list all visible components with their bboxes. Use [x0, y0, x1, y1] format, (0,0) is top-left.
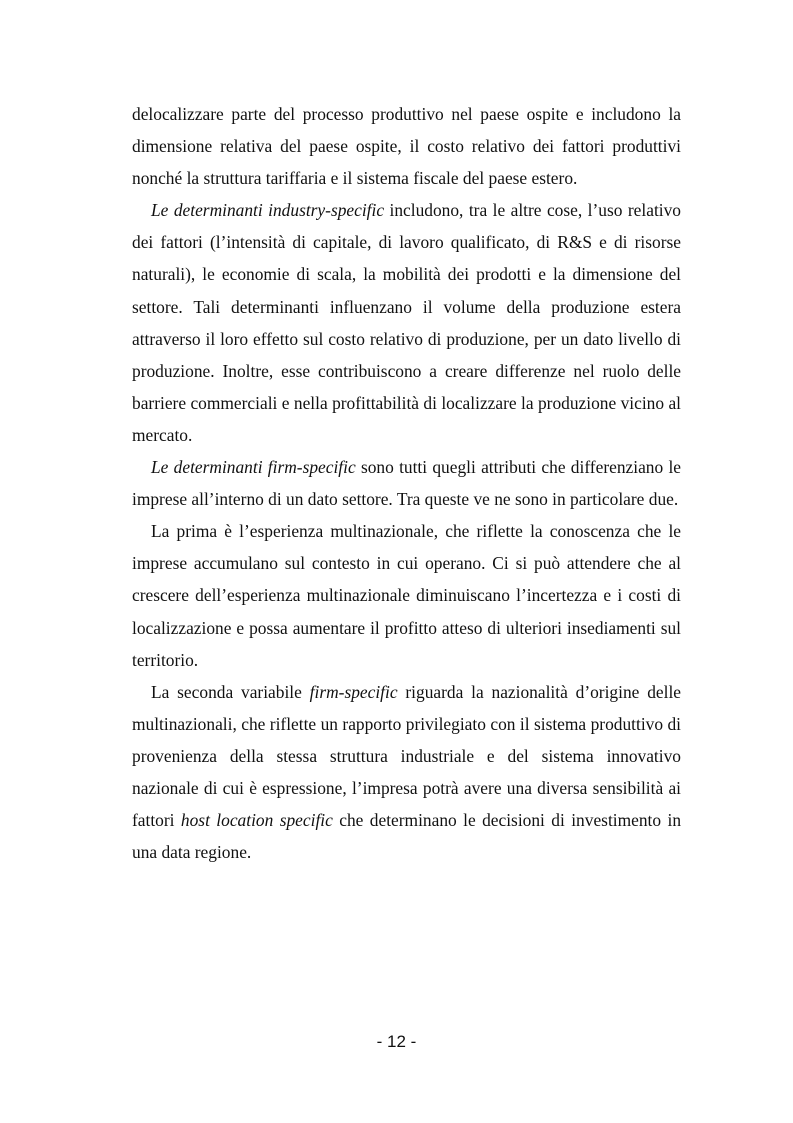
page-number: - 12 -: [376, 1032, 417, 1051]
paragraph-1-text: delocalizzare parte del processo produttivo nel paese ospite e includono la dimensione relativa del paese ospite, il costo relativo dei fattori produttivi nonché la struttura tariffaria e il sistema fiscale del paese estero.: [132, 104, 681, 189]
paragraph-2-text: includono, tra le altre cose, l’uso relativo dei fattori (l’intensità di capitale, di lavoro qualificato, di R&S e di risorse naturali), le economie di scala, la mobilità dei prodotti e la dimensione del settore. Tali determinanti influenzano il volume della produzione estera attraverso il loro effetto sul costo relativo di produzione, per un dato livello di produzione. Inoltre, esse contribuiscono a creare differenze nel ruolo delle barriere commerciali e nella profittabilità di localizzare la produzione vicino al mercato.: [132, 200, 681, 445]
paragraph-3-text: sono tutti quegli attributi che differenziano le imprese all’interno di un dato settore. Tra queste ve ne sono in particolare due.: [132, 457, 681, 510]
paragraph-3: [132, 451, 681, 515]
paragraph-5-text-a: La seconda variabile: [151, 681, 310, 702]
paragraph-5-text-b: riguarda la nazionalità d’origine delle multinazionali, che riflette un rapporto privilegiato con il sistema produttivo di provenienza della stessa struttura industriale e del sistema innovativo nazionale di cui è espressione, l’impresa potrà avere una diversa sensibilità ai fattori: [132, 681, 681, 831]
term-host-location-specific: host location specific: [180, 810, 333, 831]
paragraph-5: [132, 676, 681, 869]
body-text: [132, 98, 681, 868]
term-firm-specific-2: firm-specific: [309, 681, 398, 702]
paragraph-5-text-c: che determinano le decisioni di investimento in una data regione.: [132, 810, 682, 863]
paragraph-4-text: La prima è l’esperienza multinazionale, che riflette la conoscenza che le imprese accumulano sul contesto in cui operano. Ci si può attendere che al crescere dell’esperienza multinazionale diminuiscano l’incertezza e i costi di localizzazione e possa aumentare il profitto atteso di ulteriori insediamenti sul territorio.: [132, 521, 681, 670]
term-industry-specific: Le determinanti industry-specific: [151, 200, 385, 221]
term-firm-specific: Le determinanti firm-specific: [151, 457, 356, 478]
paragraph-2: [132, 194, 681, 451]
paragraph-1: [132, 98, 681, 194]
paragraph-4: [132, 515, 681, 675]
